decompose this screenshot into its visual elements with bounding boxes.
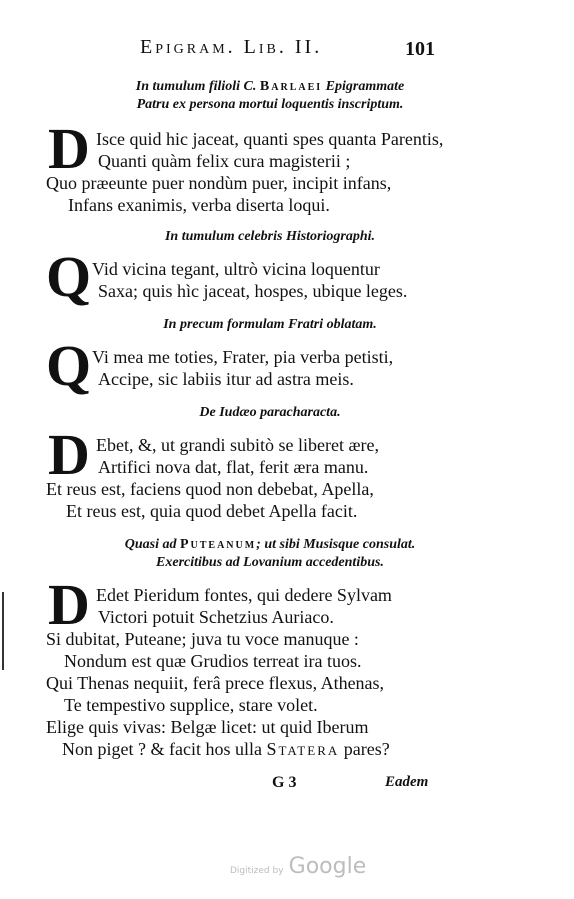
poem4-line-3: Et reus est, faciens quod non debebat, Apella, <box>46 479 374 499</box>
poem3-line-1: Vi mea me toties, Frater, pia verba petisti, <box>92 347 394 367</box>
signature-mark: G 3 <box>272 774 297 791</box>
poem4-line-2: Artifici nova dat, flat, ferit æra manu. <box>98 457 369 477</box>
poem5-dropcap: D <box>48 572 90 637</box>
poem5-line-4: Nondum est quæ Grudios terreat ira tuos. <box>64 651 362 671</box>
poem5-line-8: Non piget ? & facit hos ulla Statera pares? <box>62 739 390 759</box>
page-number: 101 <box>405 38 435 60</box>
poem5-line-2: Victori potuit Schetzius Auriaco. <box>98 607 334 627</box>
poem4-line-4: Et reus est, quia quod debet Apella facit. <box>66 501 358 521</box>
running-head: Epigram. Lib. II. <box>140 36 323 58</box>
poem1-line-3: Quo præeunte puer nondùm puer, incipit infans, <box>46 173 392 193</box>
poem1-dropcap: D <box>48 116 90 181</box>
poem5-line-6: Te tempestivo supplice, stare volet. <box>64 695 318 715</box>
poem2-line-1: Vid vicina tegant, ultrò vicina loquentur <box>92 259 380 279</box>
digitized-watermark <box>230 854 366 879</box>
poem5-line-3: Si dubitat, Puteane; juva tu voce manuque : <box>46 629 359 649</box>
poem3-line-2: Accipe, sic labiis itur ad astra meis. <box>98 369 354 389</box>
poem4-title: De Iudæo paracharacta. <box>199 405 341 420</box>
poem1-title-line1: In tumulum filioli C. Barlaei Epigrammate <box>135 79 405 94</box>
poem1-line-1: Isce quid hic jaceat, quanti spes quanta Parentis, <box>96 129 444 149</box>
poem2-dropcap: Q <box>46 244 92 309</box>
poem5-title-line1: Quasi ad Puteanum; ut sibi Musisque consulat. <box>124 537 416 552</box>
poem4-line-1: Ebet, &, ut grandi subitò se liberet ære, <box>96 435 379 455</box>
poem1-line-2: Quanti quàm felix cura magisterii ; <box>98 151 351 171</box>
poem1-line-4: Infans exanimis, verba diserta loqui. <box>68 195 330 215</box>
poem1-title-line2: Patru ex persona mortui loquentis inscriptum. <box>136 97 404 112</box>
poem5-line-1: Edet Pieridum fontes, qui dedere Sylvam <box>96 585 392 605</box>
poem3-dropcap: Q <box>46 333 92 398</box>
watermark-small-text: Digitized by <box>230 866 284 876</box>
poem2-line-2: Saxa; quis hìc jaceat, hospes, ubique leges. <box>98 281 408 301</box>
page-edge-shadow <box>2 592 4 670</box>
poem2-title: In tumulum celebris Historiographi. <box>164 229 376 244</box>
poem5-line-5: Qui Thenas nequiit, ferâ prece flexus, Athenas, <box>46 673 385 693</box>
poem5-line-7: Elige quis vivas: Belgæ licet: ut quid Iberum <box>46 717 369 737</box>
google-logo: Google <box>288 854 367 879</box>
poem3-title: In precum formulam Fratri oblatam. <box>163 317 377 332</box>
catchword: Eadem <box>385 774 429 790</box>
poem4-dropcap: D <box>48 422 90 487</box>
poem5-title-line2: Exercitibus ad Lovanium accedentibus. <box>156 555 384 570</box>
